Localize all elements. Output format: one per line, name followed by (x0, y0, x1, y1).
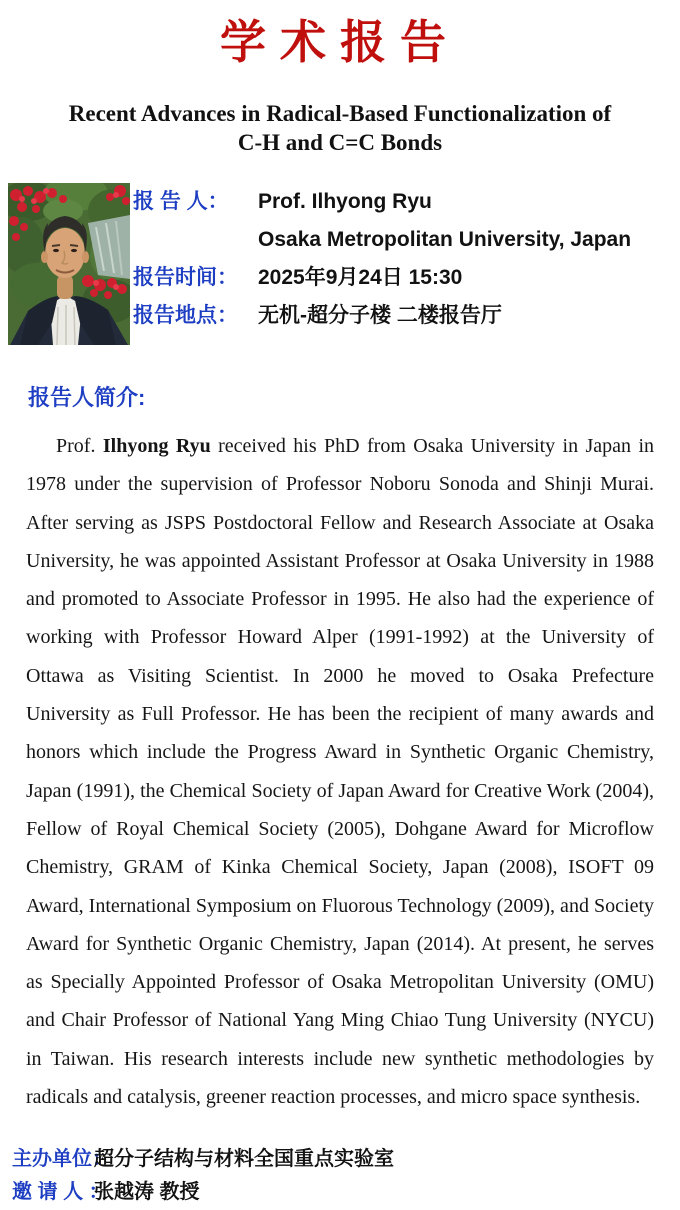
lecture-info (133, 183, 678, 335)
host-value: 超分子结构与材料全国重点实验室 (94, 1148, 394, 1170)
venue-label: 报告地点： (133, 304, 238, 327)
lecture-title (20, 99, 660, 157)
speaker-photo-graphic (8, 183, 130, 345)
inviter-label: 邀 请 人 ： (12, 1181, 109, 1203)
venue-value: 无机-超分子楼 二楼报告厅 (258, 304, 502, 327)
bio-body-text: received his PhD from Osaka University in Japan in 1978 under the supervision of Professor Noboru Sonoda and Shinji Murai. After serving as JSPS Postdoctoral Fellow and Research Associate at Osaka University, he was appointed Assistant Professor at Osaka University in 1988 and promoted to Associate Professor in 1995. He also had the experience of working with Professor Howard Alper (1991-1992) at the University of Ottawa as Visiting Scientist. In 2000 he moved to Osaka Prefecture University as Full Professor. He has been the recipient of many awards and honors which include the Progress Award in Synthetic Organic Chemistry, Japan (1991), the Chemical Society of Japan Award for Creative Work (2004), Fellow of Royal Chemical Society (2005), Dohgane Award for Microflow Chemistry, GRAM of Kinka Chemical Society, Japan (2008), ISOFT 09 Award, International Symposium on Fluorous Technology (2009), and Society Award for Synthetic Organic Chemistry, Japan (2014). At present, he serves as Specially Appointed Professor of Osaka Metropolitan University (OMU) and Chair Professor of National Yang Ming Chiao Tung University (NYCU) in Taiwan. His research interests include new synthetic methodologies by radicals and catalysis, greener reaction processes, and micro space synthesis. (26, 435, 655, 1109)
affiliation-row (133, 221, 678, 259)
inviter-value: 张越涛 教授 (94, 1181, 200, 1203)
bio-speaker-name: Ilhyong Ryu (102, 435, 211, 457)
speaker-row (133, 183, 678, 221)
host-row (12, 1143, 672, 1176)
inviter-row (12, 1176, 672, 1209)
page-title: 学术报告 (220, 17, 460, 68)
bio-paragraph (26, 427, 654, 1116)
footer (12, 1143, 672, 1209)
lecture-title-line1: Recent Advances in Radical-Based Functionalization of (68, 101, 612, 126)
host-label: 主办单位： (12, 1148, 112, 1170)
bio-intro-prefix: Prof. (56, 435, 103, 457)
venue-row (133, 297, 678, 335)
bio-heading: 报告人简介: (28, 385, 146, 410)
time-value: 2025年9月24日 15:30 (258, 266, 463, 289)
speaker-affiliation: Osaka Metropolitan University, Japan (258, 228, 632, 251)
speaker-photo (8, 183, 130, 345)
time-label: 报告时间： (133, 266, 238, 289)
speaker-name: Prof. Ilhyong Ryu (258, 190, 432, 213)
time-row (133, 259, 678, 297)
lecture-title-line2: C-H and C=C Bonds (237, 130, 443, 155)
speaker-label: 报 告 人： (133, 190, 229, 213)
